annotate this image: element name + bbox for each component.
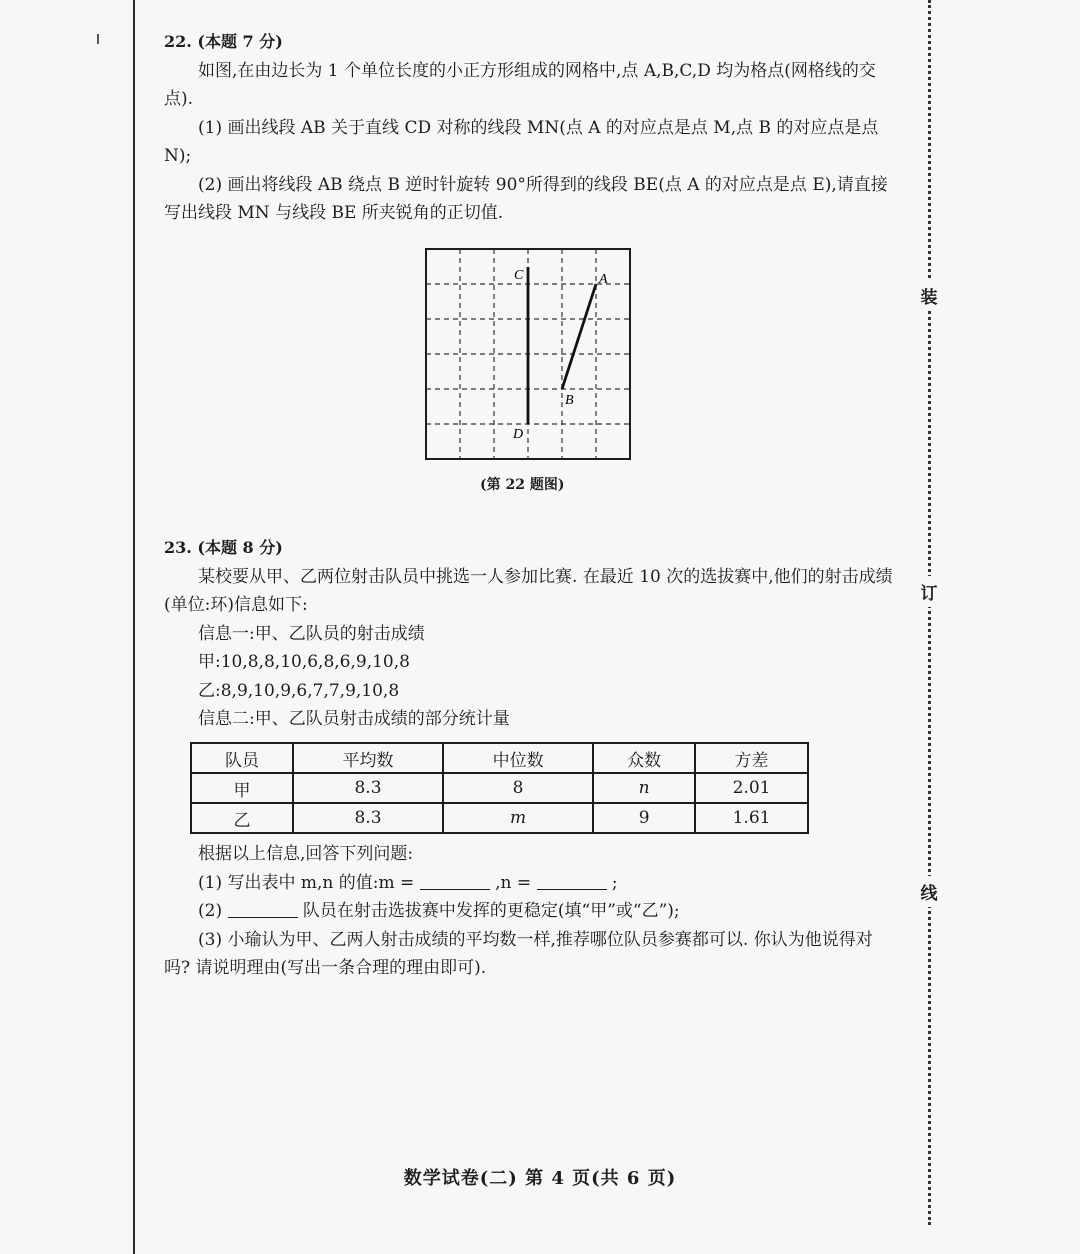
table-cell: 8.3 xyxy=(293,773,443,803)
q22-grid-figure xyxy=(425,248,631,460)
header-cell: 方差 xyxy=(695,743,808,773)
q23-part2-text-b: 队员在射击选拔赛中发挥的更稳定(填“甲”或“乙”); xyxy=(302,901,680,921)
q22-part1: (1) 画出线段 AB 关于直线 CD 对称的线段 MN(点 A 的对应点是点 M,点 B 的对应点是点 N); xyxy=(164,117,879,166)
page-footer: 数学试卷(二) 第 4 页(共 6 页) xyxy=(403,1168,677,1189)
label-c: C xyxy=(514,268,524,283)
header-cell: 中位数 xyxy=(443,743,593,773)
table-cell: 9 xyxy=(593,803,695,833)
binding-char-zhuang: 装 xyxy=(917,280,941,311)
q22-intro: 如图,在由边长为 1 个单位长度的小正方形组成的网格中,点 A,B,C,D 均为格点(网格线的交点). xyxy=(164,60,876,109)
q23-intro: 某校要从甲、乙两位射击队员中挑选一人参加比赛. 在最近 10 次的选拔赛中,他们的射击成绩(单位:环)信息如下: xyxy=(164,566,893,615)
table-cell: 乙 xyxy=(191,803,293,833)
table-cell: 8 xyxy=(443,773,593,803)
table-cell: 甲 xyxy=(191,773,293,803)
table-cell: 2.01 xyxy=(695,773,808,803)
table-cell: 1.61 xyxy=(695,803,808,833)
header-cell: 队员 xyxy=(191,743,293,773)
q22-figure-caption: (第 22 题图) xyxy=(480,477,565,493)
q23-part2-text-a: (2) xyxy=(198,901,223,921)
binding-dotted-line xyxy=(928,0,931,1225)
q23-title: 23. (本题 8 分) xyxy=(164,538,283,557)
q23-jia-scores: 甲:10,8,8,10,6,8,6,9,10,8 xyxy=(198,652,410,672)
header-cell: 平均数 xyxy=(293,743,443,773)
answer-blank-m[interactable] xyxy=(420,871,490,890)
q22-title: 22. (本题 7 分) xyxy=(164,32,283,51)
table-row xyxy=(191,803,808,833)
q23-info2: 信息二:甲、乙队员射击成绩的部分统计量 xyxy=(198,709,510,729)
q23-part1-text-a: (1) 写出表中 m,n 的值:m = xyxy=(198,872,415,893)
q23-part1-text-c: ; xyxy=(611,872,618,893)
table-row xyxy=(191,773,808,803)
label-b: B xyxy=(565,393,574,408)
question-22 xyxy=(164,28,898,228)
label-d: D xyxy=(513,427,524,442)
left-margin-line xyxy=(133,0,135,1254)
q23-questions xyxy=(164,840,898,983)
q23-yi-scores: 乙:8,9,10,9,6,7,7,9,10,8 xyxy=(198,680,400,701)
table-header-row xyxy=(191,743,808,773)
q23-part2 xyxy=(164,897,898,926)
binding-char-xian: 线 xyxy=(917,876,941,907)
segment-ab xyxy=(562,284,596,389)
q23-prompt: 根据以上信息,回答下列问题: xyxy=(198,844,414,864)
q23-stats-table xyxy=(190,742,809,834)
q23-info1: 信息一:甲、乙队员的射击成绩 xyxy=(198,623,425,644)
table-cell: n xyxy=(593,773,695,803)
binding-char-ding: 订 xyxy=(917,576,941,607)
q22-part2: (2) 画出将线段 AB 绕点 B 逆时针旋转 90°所得到的线段 BE(点 A 的对应点是点 E),请直接写出线段 MN 与线段 BE 所夹锐角的正切值. xyxy=(164,174,888,223)
q23-part3: (3) 小瑜认为甲、乙两人射击成绩的平均数一样,推荐哪位队员参赛都可以. 你认为他说得对吗? 请说明理由(写出一条合理的理由即可). xyxy=(164,929,873,978)
answer-blank-n[interactable] xyxy=(537,871,607,890)
header-cell: 众数 xyxy=(593,743,695,773)
q23-part1-text-b: ,n = xyxy=(495,872,532,893)
question-23 xyxy=(164,534,898,734)
label-a: A xyxy=(599,272,608,287)
table-cell: 8.3 xyxy=(293,803,443,833)
table-cell: m xyxy=(443,803,593,833)
q23-part1 xyxy=(164,869,898,898)
scan-mark xyxy=(97,34,99,44)
answer-blank-player[interactable] xyxy=(228,899,298,918)
